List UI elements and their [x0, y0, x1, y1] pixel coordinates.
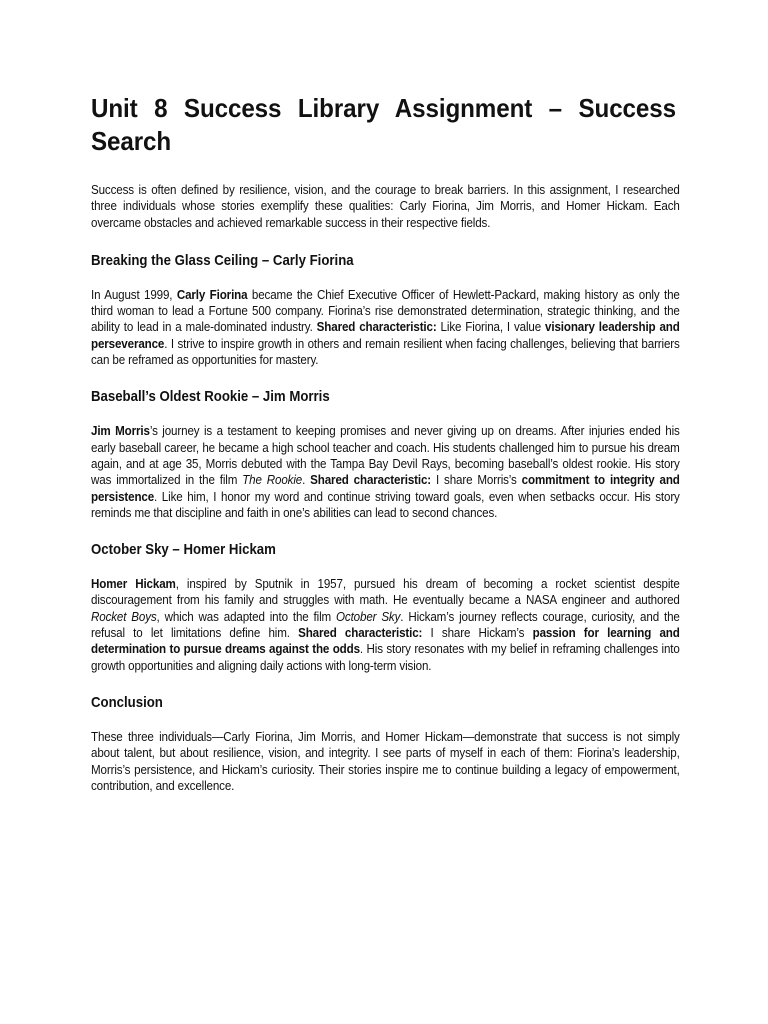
shared-characteristic-label: Shared characteristic:	[298, 625, 423, 641]
film-title: October Sky	[336, 608, 401, 624]
document-title: Unit 8 Success Library Assignment – Success Search	[91, 93, 676, 156]
text-run: became the Chief Executive Officer of Hewlett-Packard, making history as only the third woman to lead a Fortune 500 company. Fiorina’s rise demonstrated determination, strategic thinking, and the ability to lead in a male-dominated industry.	[91, 286, 680, 335]
conclusion-paragraph: These three individuals—Carly Fiorina, Jim Morris, and Homer Hickam—demonstrate that success is not simply about talent, but about resilience, vision, and integrity. I see parts of myself in each of them: Fiorina’s leadership, Morris’s persistence, and Hickam’s curiosity. Their stories inspire me to continue building a legacy of empowerment, contribution, and excellence.	[91, 728, 680, 793]
book-title: Rocket Boys	[91, 608, 157, 624]
intro-paragraph: Success is often defined by resilience, vision, and the courage to break barriers. In this assignment, I researched three individuals whose stories exemplify these qualities: Carly Fiorina, Jim Morris, and Homer Hickam. Each overcame obstacles and achieved remarkable success in their respective fields.	[91, 182, 680, 230]
text-run: . His story resonates with my belief in reframing challenges into growth opportunities and aligning daily actions with long-term vision.	[91, 641, 680, 673]
text-run: I share Morris’s	[431, 472, 522, 488]
section-heading-fiorina: Breaking the Glass Ceiling – Carly Fiorina	[91, 251, 354, 269]
shared-characteristic-label: Shared characteristic:	[310, 472, 432, 488]
characteristic-highlight: visionary leadership and perseverance	[91, 319, 680, 351]
film-title: The Rookie	[242, 472, 303, 488]
section-heading-conclusion: Conclusion	[91, 693, 163, 711]
text-run: . Like him, I honor my word and continue striving toward goals, even when setbacks occur. His story reminds me that discipline and faith in one’s abilities can lead to second chances.	[91, 488, 680, 520]
fiorina-paragraph	[91, 287, 680, 368]
morris-paragraph	[91, 423, 680, 521]
section-heading-morris: Baseball’s Oldest Rookie – Jim Morris	[91, 388, 330, 406]
text-run: In August 1999,	[91, 286, 177, 302]
text-run: I share Hickam’s	[422, 625, 533, 641]
bold-name: Homer Hickam	[91, 576, 176, 592]
text-run: , which was adapted into the film	[156, 608, 337, 624]
characteristic-highlight: passion for learning and determination to pursue dreams against the odds	[91, 625, 680, 657]
text-run: ’s journey is a testament to keeping promises and never giving up on dreams. After injuries ended his early baseball career, he became a high school teacher and coach. His students challenged him to pursue his dream again, and at age 35, Morris debuted with the Tampa Bay Devil Rays, becoming baseball’s oldest rookie. His story was immortalized in the film	[91, 423, 680, 488]
text-run: . I strive to inspire growth in others and remain resilient when facing challenges, believing that barriers can be reframed as opportunities for mastery.	[91, 335, 680, 368]
text-run: .	[302, 472, 311, 488]
bold-name: Jim Morris	[91, 423, 150, 439]
hickam-paragraph	[91, 576, 680, 674]
section-heading-hickam: October Sky – Homer Hickam	[91, 541, 276, 559]
bold-name: Carly Fiorina	[176, 286, 248, 302]
characteristic-highlight: commitment to integrity and persistence	[91, 472, 680, 504]
text-run: . Hickam’s journey reflects courage, curiosity, and the refusal to let limitations define him.	[91, 608, 680, 641]
text-run: Like Fiorina, I value	[436, 319, 546, 335]
text-run: , inspired by Sputnik in 1957, pursued his dream of becoming a rocket scientist despite discouragement from his family and struggles with math. He eventually became a NASA engineer and authored	[91, 576, 680, 608]
shared-characteristic-label: Shared characteristic:	[316, 319, 437, 335]
